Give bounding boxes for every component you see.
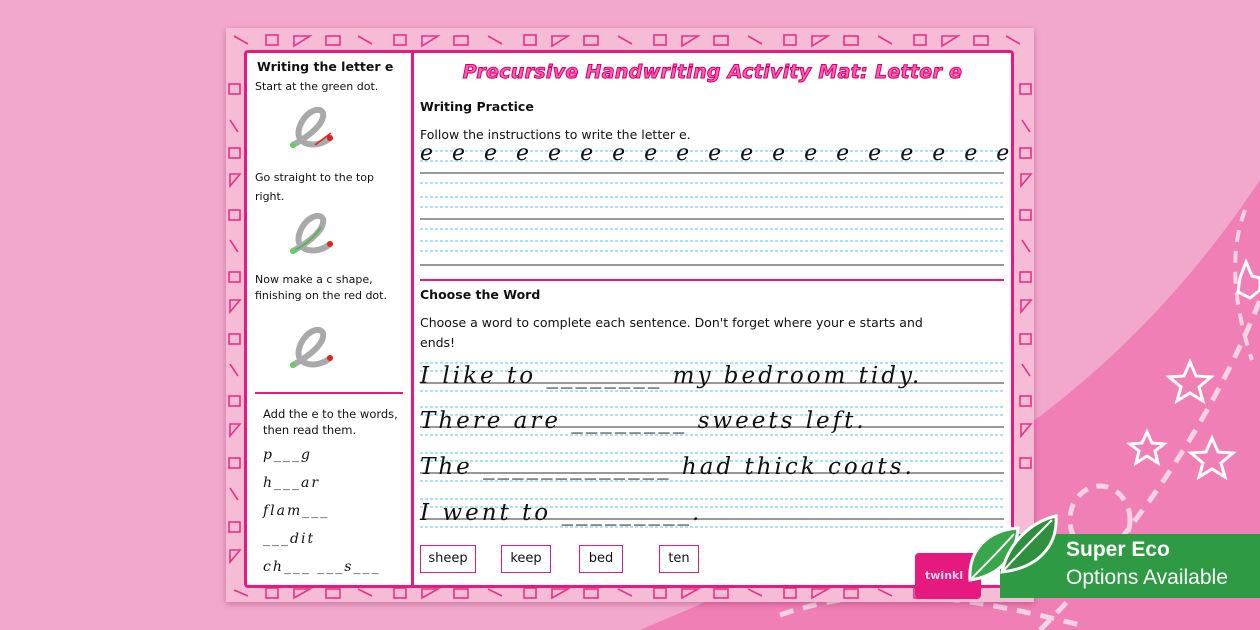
choose-word-instruction: Choose a word to complete each sentence. Don't forget where your e starts and ends! bbox=[420, 315, 923, 350]
letter-formation-panel bbox=[247, 53, 414, 585]
practice-letters-row: e e e e e e e e e e e e e e e e e e e bbox=[420, 141, 1016, 166]
writing-practice-instruction: Follow the instructions to write the letter e. bbox=[420, 127, 691, 142]
activity-mat bbox=[244, 50, 1014, 588]
left-divider bbox=[255, 392, 403, 394]
word-blank-5: ch___ ___s___ bbox=[263, 559, 381, 575]
activity-mat-sheet bbox=[226, 28, 1034, 602]
word-option-keep[interactable]: keep bbox=[501, 545, 551, 573]
step-3-text: Now make a c shape, finishing on the red dot. bbox=[255, 273, 387, 302]
word-blank-3: flam___ bbox=[263, 503, 330, 519]
section-divider bbox=[420, 279, 1004, 281]
leaf-icon bbox=[958, 510, 1062, 600]
step-1-text: Start at the green dot. bbox=[255, 80, 379, 93]
word-blank-2: h___ar bbox=[263, 475, 321, 491]
twinkl-logo: twinkl bbox=[915, 553, 981, 599]
word-option-sheep[interactable]: sheep bbox=[420, 545, 476, 573]
add-e-instruction: Add the e to the words, then read them. bbox=[263, 407, 398, 437]
activity-panel bbox=[414, 53, 1016, 585]
letter-formation-heading: Writing the letter e bbox=[257, 59, 394, 74]
sentence-4: I went to _________. bbox=[420, 500, 703, 526]
super-eco-subtitle: Options Available bbox=[1066, 566, 1228, 589]
sentence-1: I like to ________ my bedroom tidy. bbox=[420, 363, 923, 389]
letter-e-demo-1 bbox=[285, 105, 345, 155]
word-option-bed[interactable]: bed bbox=[579, 545, 623, 573]
word-blank-4: ___dit bbox=[263, 531, 316, 547]
choose-word-heading: Choose the Word bbox=[420, 287, 541, 302]
word-blank-1: p___g bbox=[263, 447, 312, 463]
letter-e-demo-3 bbox=[285, 325, 345, 375]
page-title: Precursive Handwriting Activity Mat: Letter e bbox=[462, 61, 963, 83]
super-eco-title: Super Eco bbox=[1066, 538, 1170, 561]
sentence-2: There are ________ sweets left. bbox=[420, 408, 867, 434]
writing-practice-heading: Writing Practice bbox=[420, 99, 534, 114]
letter-e-demo-2 bbox=[285, 211, 345, 261]
practice-guidelines bbox=[420, 149, 1004, 269]
step-2-text: Go straight to the top right. bbox=[255, 171, 374, 203]
word-option-ten[interactable]: ten bbox=[659, 545, 699, 573]
sentence-3: The _____________ had thick coats. bbox=[420, 454, 915, 480]
